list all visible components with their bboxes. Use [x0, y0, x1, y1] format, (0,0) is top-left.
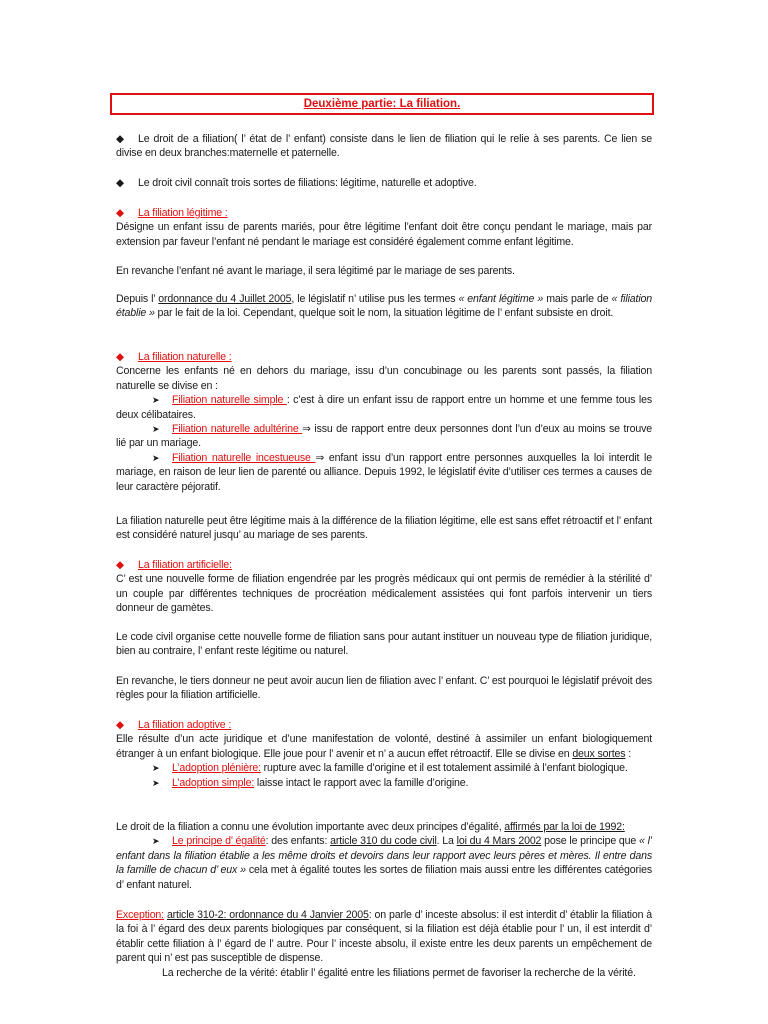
intro-bullet-1: ◆ Le droit de a filiation( l’ état de l’ enfant) consiste dans le lien de filiation qui le relie à ses parents. Ce lien se divise en deux branches:maternelle et paternelle. [116, 133, 652, 160]
diamond-bullet-icon: ◆ [116, 177, 124, 189]
red-diamond-bullet-icon: ◆ [116, 719, 124, 731]
section-exception: Exception: article 310-2: ordonnance du 4 Janvier 2005: on parle d’ inceste absolus: il est interdit d’ établir la filiation à la foi à l’ égard des deux parents biologiques par conséquent, si la filiation est déjà établie pour l’ un, il est interdit d’ établir cette filiation à l’ égard de l’ autre. Pour l’ inceste absolu, il existe entre les deux parents un empêchement de parent qui n’ est pas susceptible de dispense. La recherche de la vérité: établir l’ égalité entre les filiations permet de favoriser la recherche de la vérité. [116, 909, 653, 979]
last-paragraph: La recherche de la vérité: établir l’ égalité entre les filiations permet de favoriser la recherche de la vérité. [162, 966, 636, 979]
section-adoptive: ◆ La filiation adoptive : Elle résulte d’un acte juridique et d’une manifestation de volonté, destiné à assimiler un enfant biologiquement étranger à un enfant biologique. Elle joue pour l’ avenir et n’ a aucun effet rétroactif. Elle se divise en deux sortes : ➤ L’adoption plénière: rupture avec la famille d’origine et il est totalement assimilé à l’enfant biologique. ➤ L’adoption simple: laisse intact le rapport avec la famille d’origine. [116, 719, 652, 789]
ordonnance-link: ordonnance du 4 Juillet 2005 [158, 293, 292, 305]
section-heading: La filiation naturelle : [138, 351, 232, 363]
section-heading: La filiation adoptive : [138, 719, 232, 731]
paragraph: Désigne un enfant issu de parents mariés, pour être légitime l’enfant doit être conçu pendant le mariage, mais par extension par faveur l’enfant né pendant le mariage est considéré également comme enfant légitime. [116, 221, 652, 248]
arrow-bullet-icon: ➤ [152, 395, 160, 406]
paragraph: La filiation naturelle peut être légitime mais à la différence de la filiation légitime, elle est sans effet rétroactif et l’ enfant est considéré naturel jusqu’ au mariage de ses parents. [116, 515, 652, 542]
intro-bullet-2: ◆ Le droit civil connaît trois sortes de filiations: légitime, naturelle et adoptive. [116, 177, 477, 189]
section-naturelle: ◆ La filiation naturelle : Concerne les enfants né en dehors du mariage, issu d’un concubinage ou les parents sont passés, la filiation naturelle se divise en : ➤ Filiation naturelle simple : c’est à dire un enfant issu de rapport entre un homme et une femme tous les deux célibataires. ➤ Filiation naturelle adultérine ⇒ issu de rapport entre deux personnes dont l’un d’eux au moins se trouve lié par un mariage. ➤ Filiation naturelle incestueuse ⇒ enfant issu d’un rapport entre personnes auxquelles la loi interdit le mariage, en raison de leur lien de parenté ou alliance. Depuis 1992, le législatif évite d’utiliser ces termes a causes de leur caractère péjoratif. [116, 351, 652, 493]
arrow-bullet-icon: ➤ [152, 836, 160, 847]
arrow-bullet-icon: ➤ [152, 777, 160, 788]
section-legitime [116, 206, 652, 249]
implies-arrow-icon: ⇒ [302, 423, 311, 436]
paragraph: Le code civil organise cette nouvelle forme de filiation sans pour autant instituer un nouveau type de filiation juridique, bien au contraire, l’ enfant reste légitime ou naturel. [116, 631, 652, 658]
diamond-bullet-icon: ◆ [116, 133, 124, 145]
implies-arrow-icon: ⇒ [315, 451, 325, 464]
paragraph-ordonnance: Depuis l’ ordonnance du 4 Juillet 2005, le législatif n’ utilise pus les termes « enfant légitime » mais parle de « filiation établie » par le fait de la loi. Cependant, quelque soit le nom, la situation légitime de l’ enfant subsiste en droit. [116, 293, 653, 320]
page-title: Deuxième partie: La filiation. [303, 98, 461, 110]
paragraph: En revanche, le tiers donneur ne peut avoir aucun lien de filiation avec l’ enfant. C’ est pourquoi le législatif prévoit des règles pour la filiation artificielle. [116, 675, 652, 702]
arrow-bullet-icon: ➤ [152, 452, 160, 463]
section-heading: La filiation légitime : [138, 207, 228, 219]
section-evolution: Le droit de la filiation a connu une évolution importante avec deux principes d’égalité, affirmés par la loi de 1992: ➤ Le principe d’ égalité: des enfants: article 310 du code civil. La loi du 4 Mars 2002 pose le principe que « l’ enfant dans la filiation établie a les même droits et devoirs dans leur rapport avec leurs pères et mères. Il entre dans la famille de chacun d’ eux » cela met à égalité toutes les sortes de filiation mais aussi entre les différentes catégories d’ enfant naturel. [116, 821, 652, 891]
arrow-bullet-icon: ➤ [152, 763, 160, 774]
paragraph: Concerne les enfants né en dehors du mariage, issu d’un concubinage ou les parents sont passés, la filiation naturelle se divise en : [116, 365, 652, 392]
red-diamond-bullet-icon: ◆ [116, 559, 124, 571]
paragraph: C’ est une nouvelle forme de filiation engendrée par les progrès médicaux qui ont permis de remédier à la stérilité d’ un couple par différentes techniques de procréation médicalement assistées qui font parfois intervenir un tiers donneur de gamètes. [116, 573, 652, 615]
section-heading: La filiation artificielle: [138, 559, 232, 571]
red-diamond-bullet-icon: ◆ [116, 351, 124, 363]
section-artificielle [116, 558, 652, 616]
arrow-bullet-icon: ➤ [152, 424, 160, 435]
red-diamond-bullet-icon: ◆ [116, 207, 124, 219]
paragraph: En revanche l’enfant né avant le mariage, il sera légitimé par le mariage de ses parents. [116, 265, 515, 277]
title-box [110, 93, 654, 115]
